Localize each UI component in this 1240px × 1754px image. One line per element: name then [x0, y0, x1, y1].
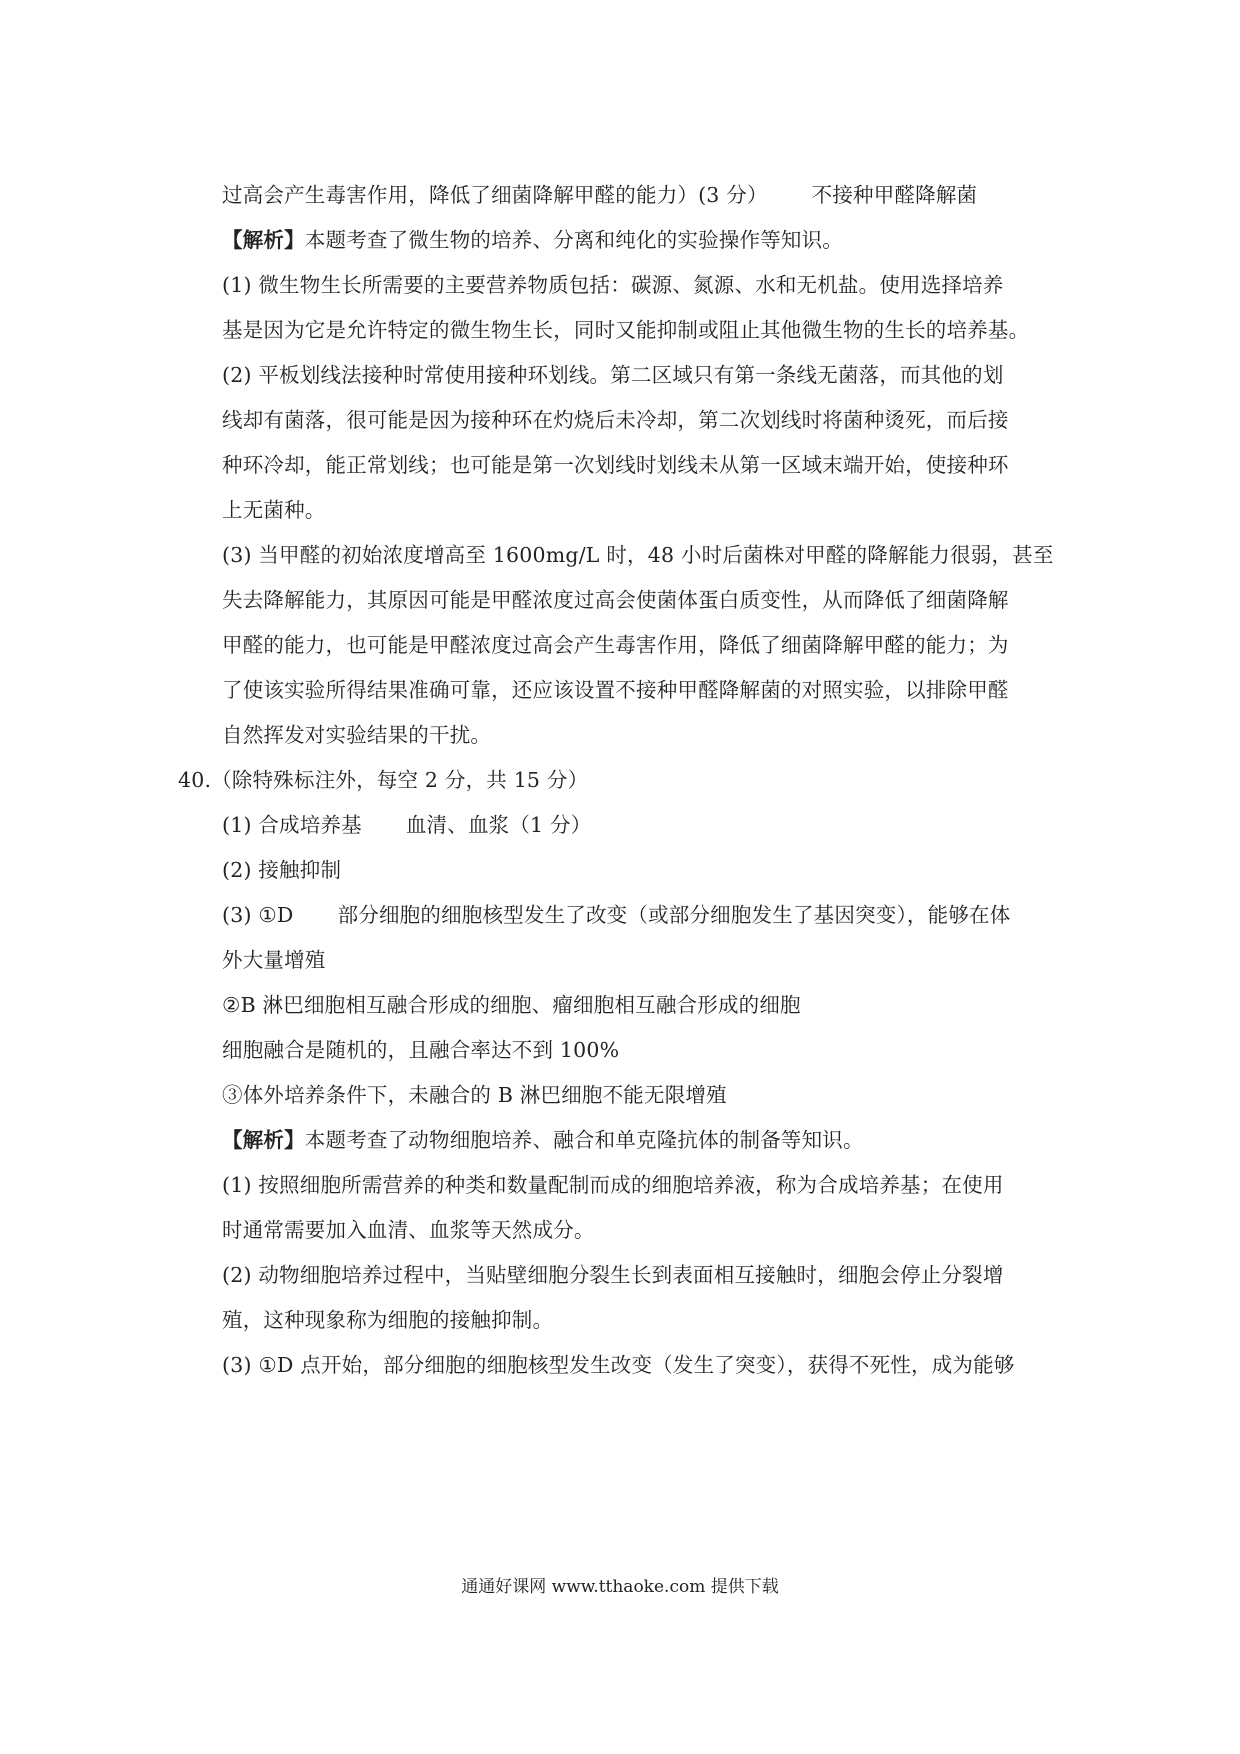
analysis-tag: 【解析】 [222, 1128, 305, 1152]
q40-analysis-intro [222, 1126, 864, 1154]
q39-line-1a: 过高会产生毒害作用，降低了细菌降解甲醛的能力）(3 分） [222, 183, 768, 207]
q40-header: 40.（除特殊标注外，每空 2 分，共 15 分） [178, 768, 589, 792]
q40-e3-line-1: (3) ①D 点开始，部分细胞的细胞核型发生改变（发生了突变），获得不死性，成为能够 [222, 1353, 1015, 1377]
q40-answer-3-line-2: 外大量增殖 [222, 948, 326, 972]
q40-answer-3-line-4: 细胞融合是随机的，且融合率达不到 100% [222, 1038, 620, 1062]
q39-analysis-intro [222, 226, 843, 254]
q39-p3-line-1: (3) 当甲醛的初始浓度增高至 1600mg/L 时，48 小时后菌株对甲醛的降解能力很弱，甚至 [222, 543, 1054, 567]
q40-e1-line-2: 时通常需要加入血清、血浆等天然成分。 [222, 1218, 595, 1242]
q40-e2-line-2: 殖，这种现象称为细胞的接触抑制。 [222, 1308, 554, 1332]
q39-line-1b: 不接种甲醛降解菌 [811, 183, 978, 207]
q40-answer-2: (2) 接触抑制 [222, 858, 342, 882]
q40-answer-3-line-5: ③体外培养条件下，未融合的 B 淋巴细胞不能无限增殖 [222, 1083, 727, 1107]
q40-answer-3-line-1 [222, 901, 1010, 929]
q40-answer-3-1a: (3) ①D [222, 903, 294, 927]
q40-e1-line-1: (1) 按照细胞所需营养的种类和数量配制而成的细胞培养液，称为合成培养基；在使用 [222, 1173, 1004, 1197]
q40-answer-3-1b: 部分细胞的细胞核型发生了改变（或部分细胞发生了基因突变），能够在体 [337, 903, 1011, 927]
q39-p2-line-4: 上无菌种。 [222, 498, 326, 522]
q40-answer-3-line-3: ②B 淋巴细胞相互融合形成的细胞、瘤细胞相互融合形成的细胞 [222, 993, 801, 1017]
q39-p2-line-3: 种环冷却，能正常划线；也可能是第一次划线时划线未从第一区域末端开始，使接种环 [222, 453, 1009, 477]
q40-answer-1 [222, 811, 591, 839]
page-footer: 通通好课网 www.tthaoke.com 提供下载 [461, 1577, 779, 1597]
q39-p1-line-1: (1) 微生物生长所需要的主要营养物质包括：碳源、氮源、水和无机盐。使用选择培养 [222, 273, 1004, 297]
q39-p3-line-5: 自然挥发对实验结果的干扰。 [222, 723, 492, 747]
q39-p3-line-3: 甲醛的能力，也可能是甲醛浓度过高会产生毒害作用，降低了细菌降解甲醛的能力；为 [222, 633, 1009, 657]
q39-line-1 [222, 181, 977, 209]
q40-answer-1a: (1) 合成培养基 [222, 813, 362, 837]
q39-p2-line-2: 线却有菌落，很可能是因为接种环在灼烧后未冷却，第二次划线时将菌种烫死，而后接 [222, 408, 1009, 432]
q39-p3-line-4: 了使该实验所得结果准确可靠，还应该设置不接种甲醛降解菌的对照实验，以排除甲醛 [222, 678, 1009, 702]
q39-p2-line-1: (2) 平板划线法接种时常使用接种环划线。第二区域只有第一条线无菌落，而其他的划 [222, 363, 1004, 387]
q39-p1-line-2: 基是因为它是允许特定的微生物生长，同时又能抑制或阻止其他微生物的生长的培养基。 [222, 318, 1030, 342]
analysis-intro-text: 本题考查了动物细胞培养、融合和单克隆抗体的制备等知识。 [304, 1128, 864, 1152]
analysis-intro-text: 本题考查了微生物的培养、分离和纯化的实验操作等知识。 [304, 228, 844, 252]
q39-p3-line-2: 失去降解能力，其原因可能是甲醛浓度过高会使菌体蛋白质变性，从而降低了细菌降解 [222, 588, 1009, 612]
analysis-tag: 【解析】 [222, 228, 305, 252]
q40-e2-line-1: (2) 动物细胞培养过程中，当贴壁细胞分裂生长到表面相互接触时，细胞会停止分裂增 [222, 1263, 1004, 1287]
q40-answer-1b: 血清、血浆（1 分） [405, 813, 592, 837]
